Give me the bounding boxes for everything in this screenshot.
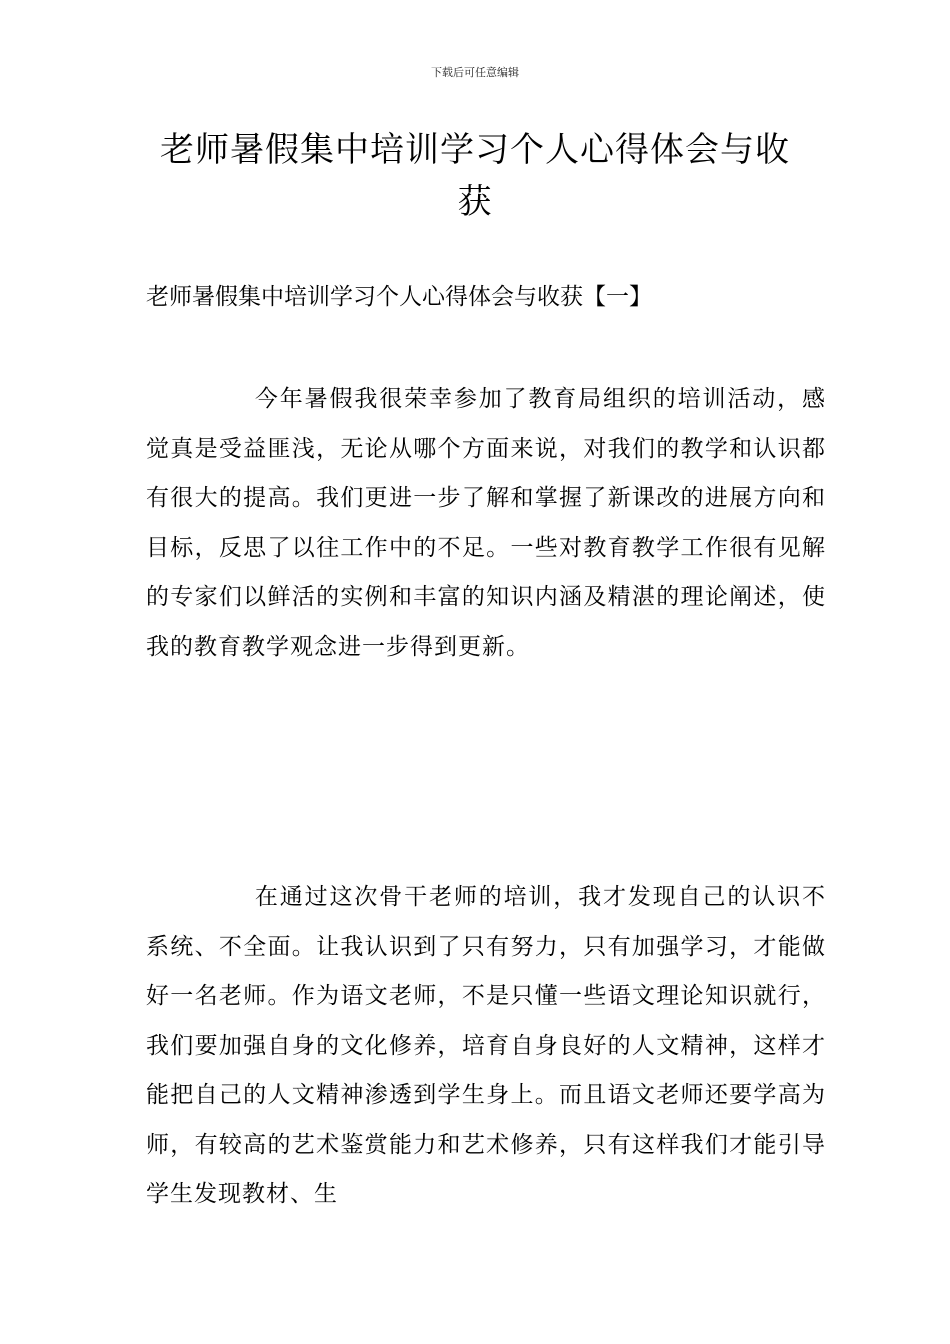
paragraph-2-text: 在通过这次骨干老师的培训，我才发现自己的认识不系统、不全面。让我认识到了只有努力，只有加强学习，才能做好一名老师。作为语文老师，不是只懂一些语文理论知识就行，我们要加强自身的文化修养，培育自身良好的人文精神，这样才能把自己的人文精神渗透到学生身上。而且语文老师还要学高为师，有较高的艺术鉴赏能力和艺术修养，只有这样我们才能引导学生发现教材、生 bbox=[146, 884, 826, 1207]
paragraph-2 bbox=[146, 873, 826, 1220]
paragraph-1 bbox=[146, 375, 826, 672]
header-note: 下载后可任意编辑 bbox=[431, 66, 519, 79]
section-heading: 老师暑假集中培训学习个人心得体会与收获【一】 bbox=[146, 284, 652, 310]
document-title: 老师暑假集中培训学习个人心得体会与收获 bbox=[160, 130, 790, 222]
paragraph-1-text: 今年暑假我很荣幸参加了教育局组织的培训活动，感觉真是受益匪浅，无论从哪个方面来说，对我们的教学和认识都有很大的提高。我们更进一步了解和掌握了新课改的进展方向和目标，反思了以往工作中的不足。一些对教育教学工作很有见解的专家们以鲜活的实例和丰富的知识内涵及精湛的理论阐述，使我的教育教学观念进一步得到更新。 bbox=[146, 386, 826, 660]
